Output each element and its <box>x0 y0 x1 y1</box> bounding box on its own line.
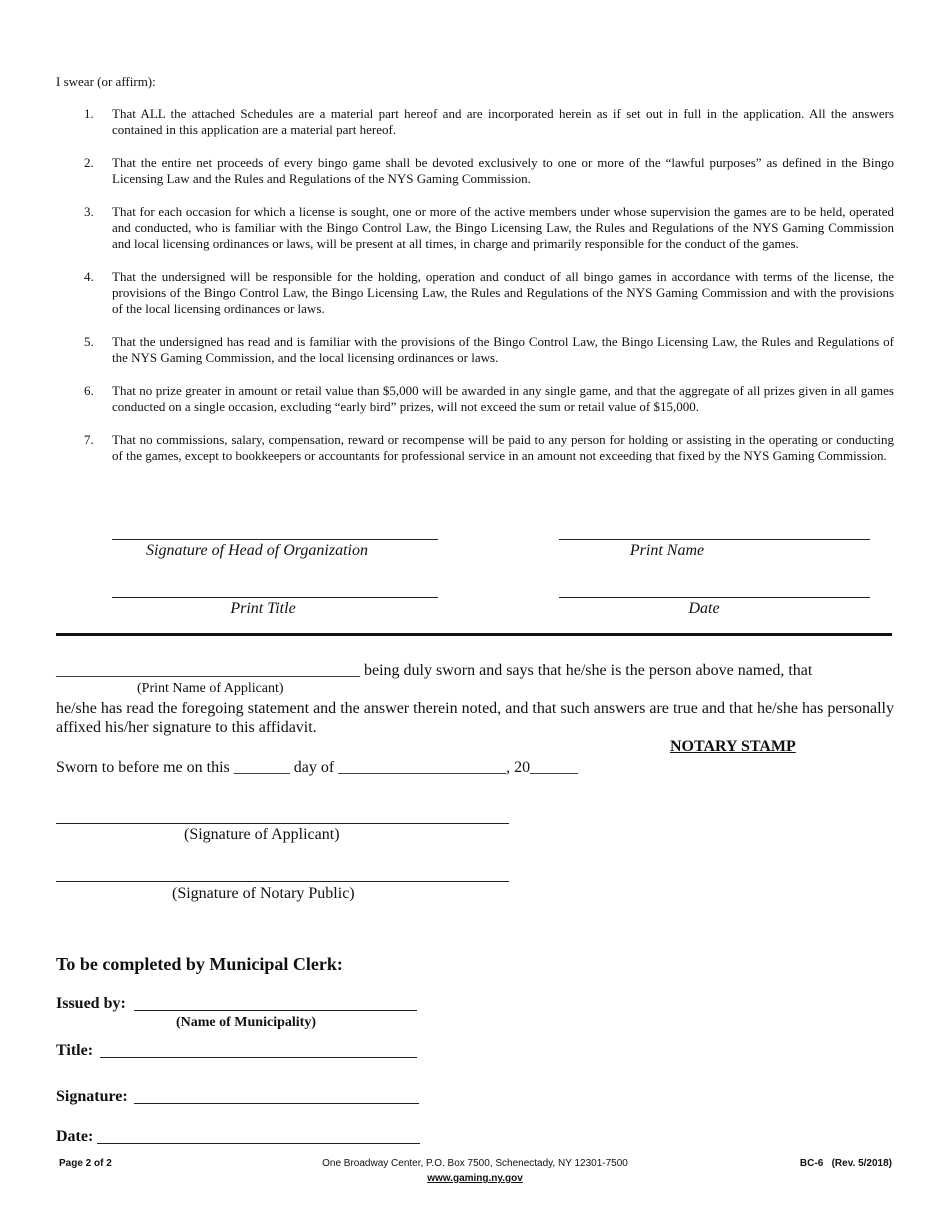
affidavit-paragraph: he/she has read the foregoing statement and the answer therein noted, and that such answers are true and that he/she has personally affixed his/her signature to this affidavit. <box>56 700 894 736</box>
print-title-line[interactable] <box>112 597 438 598</box>
statement-text: That ALL the attached Schedules are a material part hereof and are incorporated herein as if set out in full in the application. All the answers contained in this application are a material part hereof. <box>112 106 894 137</box>
title-label: Title: <box>56 1042 94 1059</box>
applicant-signature-line[interactable] <box>56 823 509 824</box>
statement-number: 3. <box>84 204 94 219</box>
footer-address: One Broadway Center, P.O. Box 7500, Schenectady, NY 12301-7500 <box>322 1158 628 1169</box>
issued-by-label: Issued by: <box>56 995 126 1012</box>
statement-item <box>56 334 894 366</box>
notary-stamp-label: NOTARY STAMP <box>670 738 796 755</box>
statement-number: 5. <box>84 334 94 349</box>
statement-number: 6. <box>84 383 94 398</box>
date-label: Date <box>688 600 720 617</box>
statement-item <box>56 269 894 317</box>
form-number: BC-6 (Rev. 5/2018) <box>799 1158 892 1169</box>
date-line[interactable] <box>559 597 870 598</box>
clerk-date-label: Date: <box>56 1128 94 1145</box>
print-name-line[interactable] <box>559 539 870 540</box>
sworn-statement[interactable]: Sworn to before me on this _______ day of _____________________, 20______ <box>56 759 579 776</box>
issued-by-line[interactable] <box>134 1010 417 1011</box>
signature-label: Signature: <box>56 1088 128 1105</box>
statement-text: That the undersigned will be responsible for the holding, operation and conduct of all bingo games in accordance with terms of the license, the provisions of the Bingo Control Law, the Bingo Licensing Law, the Rules and Regulations of the NYS Gaming Commission and with the provisions of the local licensing ordinances or laws. <box>112 269 894 316</box>
clerk-date-line[interactable] <box>97 1143 420 1144</box>
statement-item <box>56 155 894 187</box>
statements-list <box>56 106 894 481</box>
statement-item <box>56 106 894 138</box>
statement-item <box>56 383 894 415</box>
oath-intro: I swear (or affirm): <box>56 74 156 89</box>
affidavit-line-text: being duly sworn and says that he/she is the person above named, that <box>360 662 813 679</box>
footer-url-link[interactable]: www.gaming.ny.gov <box>427 1173 523 1184</box>
statement-text: That the undersigned has read and is familiar with the provisions of the Bingo Control Law, the Bingo Licensing Law, the Rules and Regulations of the NYS Gaming Commission, and the local licensing ordinances or laws. <box>112 334 894 365</box>
print-name-label: Print Name <box>629 542 705 559</box>
statement-text: That for each occasion for which a license is sought, one or more of the active members under whose supervision the games are to be held, operated and conducted, who is familiar with the Bingo Control Law, the Bingo Licensing Law, the Rules and Regulations of the NYS Gaming Commission and local licensing ordinances or laws, will be present at all times, in charge and primarily responsible for the conduct of the games. <box>112 204 894 251</box>
statement-number: 2. <box>84 155 94 170</box>
notary-signature-caption: (Signature of Notary Public) <box>172 885 355 902</box>
notary-signature-line[interactable] <box>56 881 509 882</box>
clerk-signature-line[interactable] <box>134 1103 419 1104</box>
statement-text: That no commissions, salary, compensation, reward or recompense will be paid to any person for holding or assisting in the operating or conducting of the games, except to bookkeepers or accountants for professional service in an amount not exceeding that fixed by the NYS Gaming Commission. <box>112 432 894 463</box>
print-title-label: Print Title <box>230 600 296 617</box>
statement-text: That the entire net proceeds of every bingo game shall be devoted exclusively to one or more of the “lawful purposes” as defined in the Bingo Licensing Law and the Rules and Regulations of the NYS Gaming Commission. <box>112 155 894 186</box>
page-number: Page 2 of 2 <box>59 1158 112 1169</box>
statement-item <box>56 204 894 252</box>
print-name-caption: (Print Name of Applicant) <box>137 681 284 696</box>
affidavit-first-line <box>56 662 896 680</box>
applicant-signature-caption: (Signature of Applicant) <box>184 826 340 843</box>
head-signature-label: Signature of Head of Organization <box>146 542 368 559</box>
applicant-name-blank[interactable]: ______________________________________ <box>56 662 360 679</box>
head-signature-line[interactable] <box>112 539 438 540</box>
statement-item <box>56 432 894 464</box>
municipality-caption: (Name of Municipality) <box>176 1015 316 1030</box>
clerk-heading: To be completed by Municipal Clerk: <box>56 954 343 974</box>
statement-text: That no prize greater in amount or retail value than $5,000 will be awarded in any single game, and that the aggregate of all prizes given in all games conducted on a single occasion, excluding “early bird” prizes, will not exceed the sum or retail value of $15,000. <box>112 383 894 414</box>
title-line[interactable] <box>100 1057 417 1058</box>
statement-number: 1. <box>84 106 94 121</box>
statement-number: 4. <box>84 269 94 284</box>
section-divider <box>56 633 892 636</box>
statement-number: 7. <box>84 432 94 447</box>
